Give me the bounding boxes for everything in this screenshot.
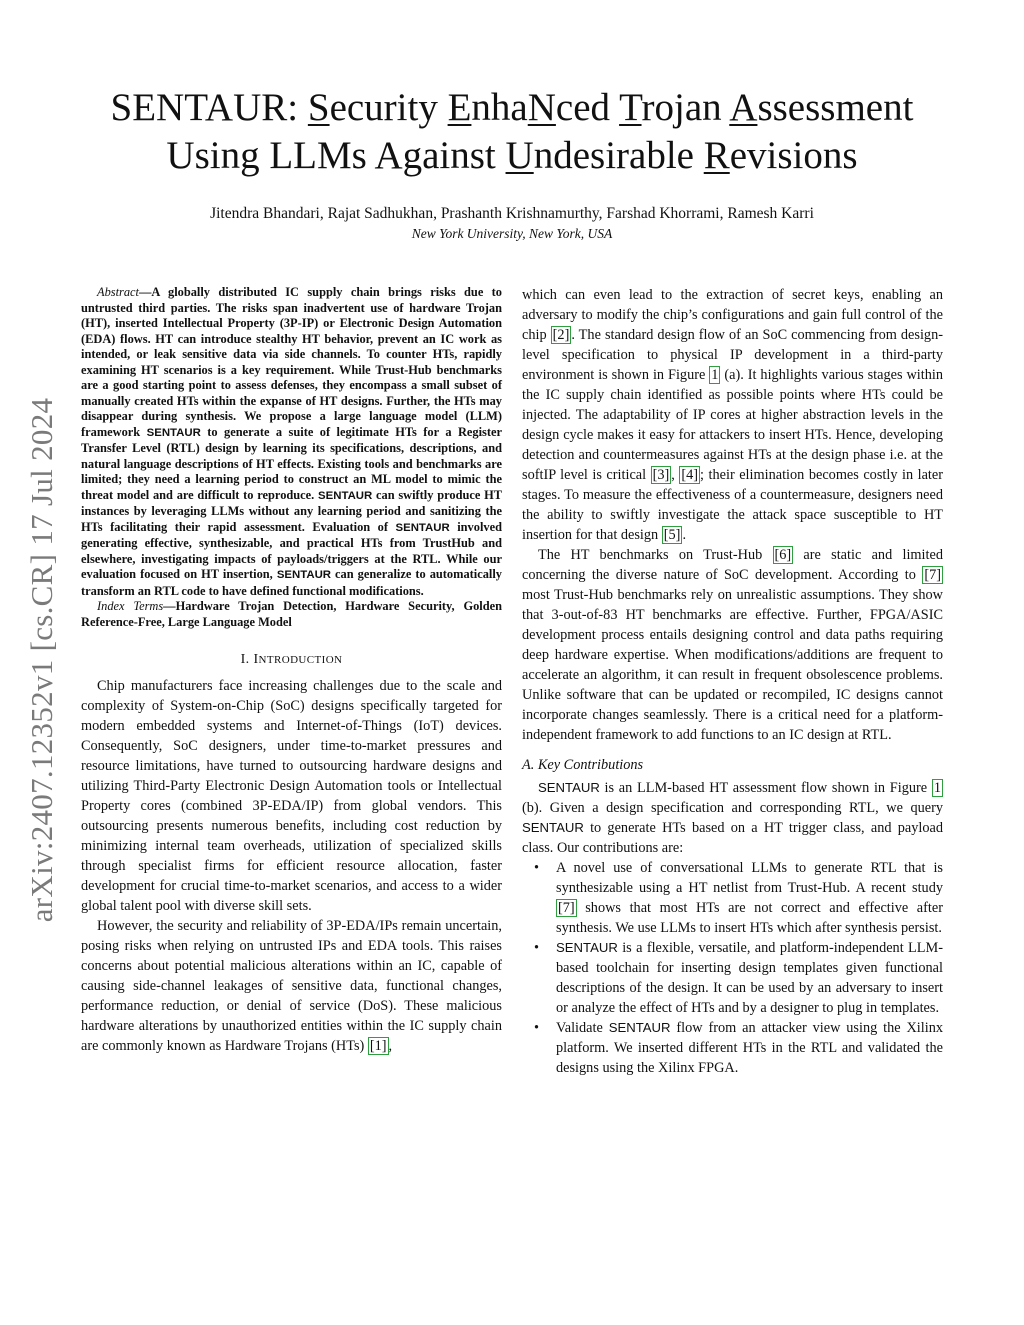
intro-paragraph-3: which can even lead to the extraction of secret keys, enabling an adversary to modify the chip’s configurations and gain full control of the chip [2] . The standard design flow of an SoC commencing from design-level specification to physical IP development in a third-party environment is shown in Figure 1 (a). It highlights various stages within the IC supply chain identified as possible points where HTs could be injected. The adaptability of IP cores at higher abstraction levels in the design cycle makes it easy for attackers to insert HTs. Hence, developing detection and countermeasures against HTs at the design phase i.e. at the softIP level is critical [3] , [4] ; their elimination becomes costly in later stages. To measure the effectiveness of a countermeasure, designers need the ability to swiftly investigate the attack space susceptible to HT insertion for that design [5] .	[522, 287, 943, 543]
arxiv-identifier	[22, 370, 62, 950]
citation-link[interactable]: [5]	[663, 527, 681, 543]
contributions-list	[522, 858, 943, 1078]
list-item: • Validate SENTAUR flow from an attacker view using the Xilinx platform. We inserted different HTs in the RTL and validated the designs using the Xilinx FPGA.	[534, 1020, 943, 1076]
paper-title	[80, 84, 944, 180]
bullet-icon: •	[534, 940, 540, 956]
citation-link[interactable]: [7]	[924, 567, 941, 583]
citation-link[interactable]: [1]	[369, 1038, 387, 1054]
bullet-icon: •	[534, 1020, 540, 1036]
list-item: • SENTAUR is a flexible, versatile, and platform-independent LLM-based toolchain for inserting design templates given functional descriptions of the design. It can be used by an adversary to insert or analyze the effect of HTs and by a designer to plug in templates.	[534, 940, 943, 1016]
author-list: Jitendra Bhandari, Rajat Sadhukhan, Prashanth Krishnamurthy, Farshad Khorrami, Ramesh Karri	[210, 205, 814, 222]
figure-link[interactable]: 1	[933, 780, 941, 796]
intro-paragraph-4: The HT benchmarks on Trust-Hub [6] are static and limited concerning the diverse nature of SoC development. According to [7] most Trust-Hub benchmarks rely on unrealistic assumptions. They show that 3-out-of-83 HT benchmarks are effective. Further, FPGA/ASIC development process entails designing control and data paths requiring deep hardware expertise. When modifications/additions are frequent to accelerate an algorithm, it can result in frequent obsolescence problems. Unlike software that can be updated or recompiled, IC designs cannot incorporate changes seamlessly. There is a critical need for a platform-independent framework to add functions to an IC design at RTL.	[522, 547, 943, 743]
right-column	[522, 285, 943, 1078]
contributions-paragraph: SENTAUR is an LLM-based HT assessment flow shown in Figure 1 (b). Given a design specification and corresponding RTL, we query SENTAUR to generate HTs based on a HT trigger class, and payload class. Our contributions are:	[522, 780, 943, 856]
citation-link[interactable]: [3]	[652, 467, 670, 483]
title-line-1: SENTAUR: Security EnhaNced Trojan Assessment	[110, 86, 914, 129]
section-heading-introduction: I. INTRODUCTION	[240, 652, 343, 667]
left-column	[81, 285, 502, 1056]
abstract: Abstract—A globally distributed IC supply chain brings risks due to untrusted third parties. The risks span inadvertent use of hardware Trojan (HT), inserted Intellectual Property (3P-IP) or Electronic Design Automation (EDA) flows. HT can introduce stealthy HT behavior, prevent an IC work as intended, or leak sensitive data via side channels. To counter HTs, rapidly examining HT scenarios is a key requirement. While Trust-Hub benchmarks are a good starting point to assess defenses, they encompass a small subset of manually created HTs within the expanse of HT designs. Further, the HTs may disappear during synthesis. We propose a large language model (LLM) framework SENTAUR to generate a suite of legitimate HTs for a Register Transfer Level (RTL) design by learning its specifications, descriptions, and natural language descriptions of HT effects. Existing tools and benchmarks are limited; they need a learning period to construct an ML model to mimic the threat model and are difficult to reproduce. SENTAUR can swiftly produce HT instances by leveraging LLMs without any learning period and sanitizing the HTs facilitating their rapid assessment. Evaluation of SENTAUR involved generating effective, synthesizable, and practical HTs from TrustHub and elsewhere, investigating impacts of payloads/triggers at the RTL. While our evaluation focused on HT insertion, SENTAUR can generalize to automatically transform an RTL code to have defined functional modifications.	[81, 285, 503, 598]
bullet-icon: •	[534, 860, 540, 876]
list-item: • A novel use of conversational LLMs to generate RTL that is synthesizable using a HT netlist from Trust-Hub. A recent study [7] shows that most HTs are not correct and effective after synthesis. We use LLMs to insert HTs which after synthesis persist.	[534, 860, 943, 936]
citation-link[interactable]: [4]	[681, 467, 699, 483]
citation-link[interactable]: [7]	[558, 900, 575, 916]
arxiv-identifier-text: arXiv:2407.12352v1 [cs.CR] 17 Jul 2024	[24, 397, 59, 923]
intro-paragraph-1: Chip manufacturers face increasing challenges due to the scale and complexity of System-on-Chip (SoC) designs specifically targeted for modern embedded systems and Internet-of-Things (IoT) devices. Consequently, SoC designers, under time-to-market pressures and resource limitations, have turned to outsourcing hardware designs and utilizing Third-Party Electronic Design Automation tools or Intellectual Property cores (combined 3P-EDA/IP) from global vendors. This outsourcing presents numerous benefits, including cost reduction by minimizing internal team overheads, utilization of specialized skills through specialist firms for efficient resource allocation, faster development for crucial time-to-market scenarios, and access to a wider global talent pool with diverse skill sets.	[81, 678, 502, 914]
citation-link[interactable]: [2]	[552, 327, 570, 343]
title-line-2: Using LLMs Against Undesirable Revisions	[166, 134, 858, 177]
figure-link[interactable]: 1	[711, 367, 719, 383]
citation-link[interactable]: [6]	[774, 547, 792, 563]
intro-paragraph-2: However, the security and reliability of 3P-EDA/IPs remain uncertain, posing risks when relying on untrusted IPs and EDA tools. This raises concerns about potential malicious alterations within an IC, capable of causing side-channel leakages of sensitive data, functional changes, performance reduction, or denial of service (DoS). These malicious hardware alterations by unauthorized entities within the IC supply chain are commonly known as Hardware Trojans (HTs) [1] ,	[81, 918, 502, 1054]
subsection-heading-key-contributions: A. Key Contributions	[522, 757, 644, 773]
affiliation: New York University, New York, USA	[411, 226, 613, 241]
index-terms: Index Terms—Hardware Trojan Detection, Hardware Security, Golden Reference-Free, Large Language Model	[81, 599, 502, 629]
